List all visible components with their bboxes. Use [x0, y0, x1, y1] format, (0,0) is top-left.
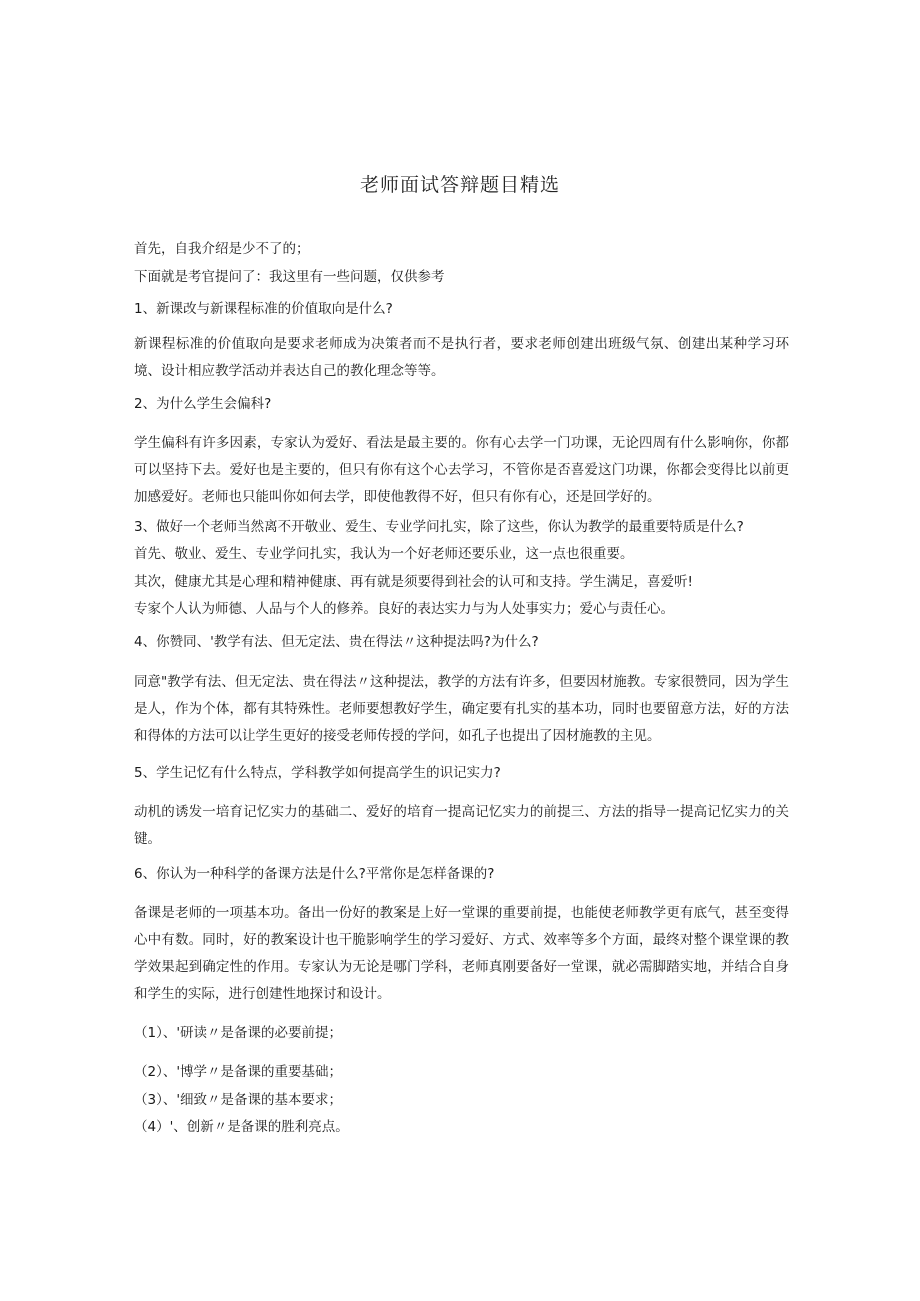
document-title: 老师面试答辩题目精选 [359, 174, 560, 196]
question-3: 3、做好一个老师当然离不开敬业、爱生、专业学问扎实，除了这些，你认为教学的最重要特质是什么? [134, 519, 744, 535]
intro-line: 首先，自我介绍是少不了的； [134, 241, 310, 257]
question-2: 2、为什么学生会偏科? [134, 396, 272, 412]
question-1: 1、新课改与新课程标准的价值取向是什么? [134, 301, 393, 317]
list-item: （1）、'研读〃是备课的必要前提； [134, 1025, 343, 1041]
answer-3-line: 专家个人认为师德、人品与个人的修养。良好的表达实力与为人处事实力；爱心与责任心。 [134, 601, 674, 617]
answer-4: 同意"教学有法、但无定法、贵在得法〃这种提法，教学的方法有许多，但要因材施教。专家很赞同，因为学生是人，作为个体，都有其特殊性。老师要想教好学生，确定要有扎实的基本功，同时也要留意方法，好的方法和得体的方法可以让学生更好的接受老师传授的学问，如孔子也提出了因材施教的主见。 [134, 674, 789, 744]
intro-line: 下面就是考官提问了：我这里有一些问题，仅供参考 [134, 269, 445, 285]
question-6: 6、你认为一种科学的备课方法是什么?平常你是怎样备课的? [134, 866, 495, 882]
list-item: （4）'、创新〃是备课的胜利亮点。 [134, 1119, 349, 1135]
question-5: 5、学生记忆有什么特点，学科教学如何提高学生的识记实力? [134, 765, 501, 781]
list-item: （3）、'细致〃是备课的基本要求； [134, 1092, 343, 1108]
answer-2: 学生偏科有许多因素，专家认为爱好、看法是最主要的。你有心去学一门功课，无论四周有什么影响你，你都可以坚持下去。爱好也是主要的，但只有你有这个心去学习，不管你是否喜爱这门功课，你都会变得比以前更加感爱好。老师也只能叫你如何去学，即使他教得不好，但只有你有心，还是回学好的。 [134, 435, 789, 505]
answer-1: 新课程标准的价值取向是要求老师成为决策者而不是执行者，要求老师创建出班级气氛、创建出某种学习环境、设计相应教学活动并表达自己的教化理念等等。 [134, 336, 789, 379]
question-4: 4、你赞同、'教学有法、但无定法、贵在得法〃这种提法吗?为什么? [134, 634, 539, 650]
answer-3-line: 首先、敬业、爱生、专业学问扎实，我认为一个好老师还要乐业，这一点也很重要。 [134, 546, 634, 562]
answer-6: 备课是老师的一项基本功。备出一份好的教案是上好一堂课的重要前提，也能使老师教学更有底气，甚至变得心中有数。同时，好的教案设计也干脆影响学生的学习爱好、方式、效率等多个方面，最终对整个课堂课的教学效果起到确定性的作用。专家认为无论是哪门学科，老师真刚要备好一堂课，就必需脚踏实地，并结合自身和学生的实际，进行创建性地探讨和设计。 [134, 905, 789, 1002]
answer-3-line: 其次，健康尤其是心理和精神健康、再有就是须要得到社会的认可和支持。学生满足，喜爱听! [134, 574, 693, 590]
list-item: （2）、'博学〃是备课的重要基础； [134, 1064, 343, 1080]
answer-5: 动机的诱发一培育记忆实力的基础二、爱好的培育一提高记忆实力的前提三、方法的指导一提高记忆实力的关键。 [134, 804, 789, 847]
